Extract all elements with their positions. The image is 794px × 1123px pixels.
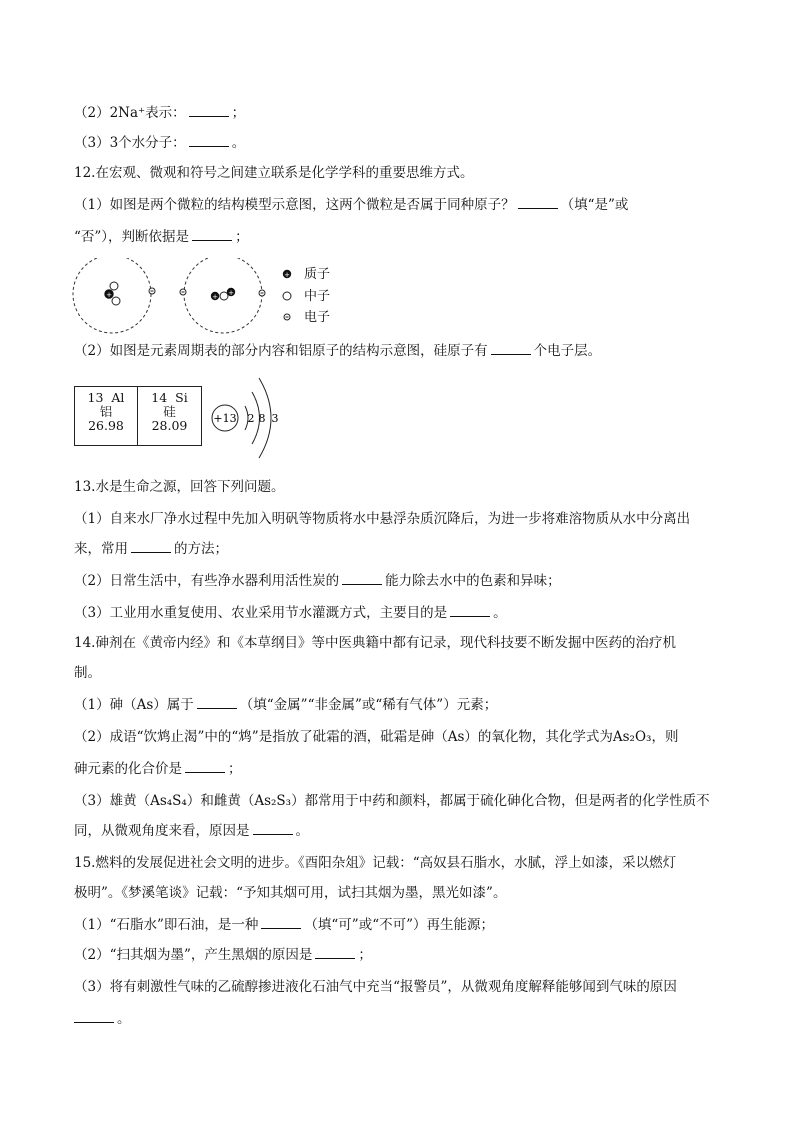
- q15-3-line-a: （3）将有刺激性气味的乙硫醇掺进液化石油气中充当“报警员”，从微观角度解释能够闻到气味的原因: [74, 979, 677, 995]
- nucleus-charge: +13: [213, 412, 237, 425]
- aluminum-atom-diagram: [205, 372, 295, 464]
- q15-1-line: （1）“石脂水”即石油，是一种 （填“可”或“不可”）再生能源；: [74, 917, 495, 933]
- answer-blank[interactable]: [192, 228, 232, 241]
- answer-blank[interactable]: [491, 342, 531, 355]
- q13-title: 13.水是生命之源，回答下列问题。: [74, 479, 285, 495]
- q13-2-line: （2）日常生活中，有些净水器利用活性炭的 能力除去水中的色素和异味；: [74, 573, 561, 589]
- q14-3-line-b: 同，从微观角度来看，原因是 。: [74, 823, 309, 839]
- q11-2-text: （2）2Na⁺表示：: [74, 105, 186, 121]
- svg-text:+: +: [212, 293, 218, 301]
- svg-text:+: +: [106, 291, 112, 299]
- shell-2-count: 8: [258, 412, 266, 425]
- legend-symbols: [283, 270, 291, 320]
- q14-3-line-a: （3）雄黄（As₄S₄）和雌黄（As₂S₃）都常用于中药和颜料，都属于硫化砷化合物，但是两者的化学性质不: [74, 793, 710, 809]
- q11-3-line: （3）3个水分子： 。: [74, 135, 246, 151]
- answer-blank[interactable]: [185, 760, 225, 773]
- cell-si: 14 Si 硅 28.09: [151, 390, 188, 433]
- legend-neutron: 中子: [304, 289, 331, 304]
- q13-3-line: （3）工业用水重复使用、农业采用节水灌溉方式，主要目的是 。: [74, 605, 507, 621]
- q12-2-line: （2）如图是元素周期表的部分内容和铝原子的结构示意图，硅原子有 个电子层。: [74, 343, 602, 359]
- q15-3-line-b: 。: [74, 1010, 131, 1028]
- answer-blank[interactable]: [450, 604, 490, 617]
- answer-blank[interactable]: [315, 946, 355, 959]
- q12-1-line-a: （1）如图是两个微粒的结构模型示意图，这两个微粒是否属于同种原子？ （填“是”或: [74, 197, 629, 213]
- svg-text:+: +: [228, 289, 234, 297]
- answer-blank[interactable]: [131, 540, 171, 553]
- q14-title-a: 14.砷剂在《黄帝内经》和《本草纲目》等中医典籍中都有记录，现代科技要不断发掘中医药的治疗机: [74, 635, 676, 651]
- answer-blank[interactable]: [518, 196, 558, 209]
- q14-1-line: （1）砷（As）属于 （填“金属”“非金属”或“稀有气体”）元素；: [74, 697, 498, 713]
- neutron-icon: [283, 292, 291, 300]
- shell-1-count: 2: [247, 412, 255, 425]
- answer-blank[interactable]: [74, 1010, 114, 1023]
- shell-3-count: 3: [271, 412, 279, 425]
- particle-b: [180, 258, 265, 333]
- answer-blank[interactable]: [253, 822, 293, 835]
- q13-1-line-b: 来，常用 的方法；: [74, 541, 228, 557]
- legend-electron: 电子: [304, 310, 331, 325]
- q14-2-line-b: 砷元素的化合价是 ；: [74, 761, 242, 777]
- answer-blank[interactable]: [189, 134, 229, 147]
- answer-blank[interactable]: [342, 572, 382, 585]
- legend-proton: 质子: [304, 267, 331, 282]
- q15-2-line: （2）“扫其烟为墨”，产生黑烟的原因是 ；: [74, 947, 372, 963]
- q11-2-line: （2）2Na⁺表示： ；: [74, 105, 246, 121]
- answer-blank[interactable]: [197, 696, 237, 709]
- q14-2-line-a: （2）成语“饮鸩止渴”中的“鸩”是指放了砒霜的酒，砒霜是砷（As）的氧化物，其化学式为As₂O₃，则: [74, 729, 679, 745]
- q14-title-b: 制。: [74, 665, 101, 681]
- answer-blank[interactable]: [261, 916, 301, 929]
- particle-a: [73, 258, 155, 333]
- svg-text:+: +: [284, 271, 290, 279]
- periodic-table-cells: [74, 386, 202, 446]
- q13-1-line-a: （1）自来水厂净水过程中先加入明矾等物质将水中悬浮杂质沉降后，为进一步将难溶物质从水中分离出: [74, 511, 691, 527]
- cell-al: 13 Al 铝 26.98: [75, 387, 138, 445]
- q12-1-line-b: “否”），判断依据是 ；: [74, 229, 249, 245]
- particle-model-figure: [70, 258, 340, 338]
- q15-title-a: 15.燃料的发展促进社会文明的进步。《酉阳杂俎》记载：“高奴县石脂水，水腻，浮上如漆，采以燃灯: [74, 855, 677, 871]
- answer-blank[interactable]: [189, 104, 229, 117]
- q15-title-b: 极明”。《梦溪笔谈》记载：“予知其烟可用，试扫其烟为墨，黑光如漆”。: [74, 885, 507, 901]
- q12-title: 12.在宏观、微观和符号之间建立联系是化学学科的重要思维方式。: [74, 165, 474, 181]
